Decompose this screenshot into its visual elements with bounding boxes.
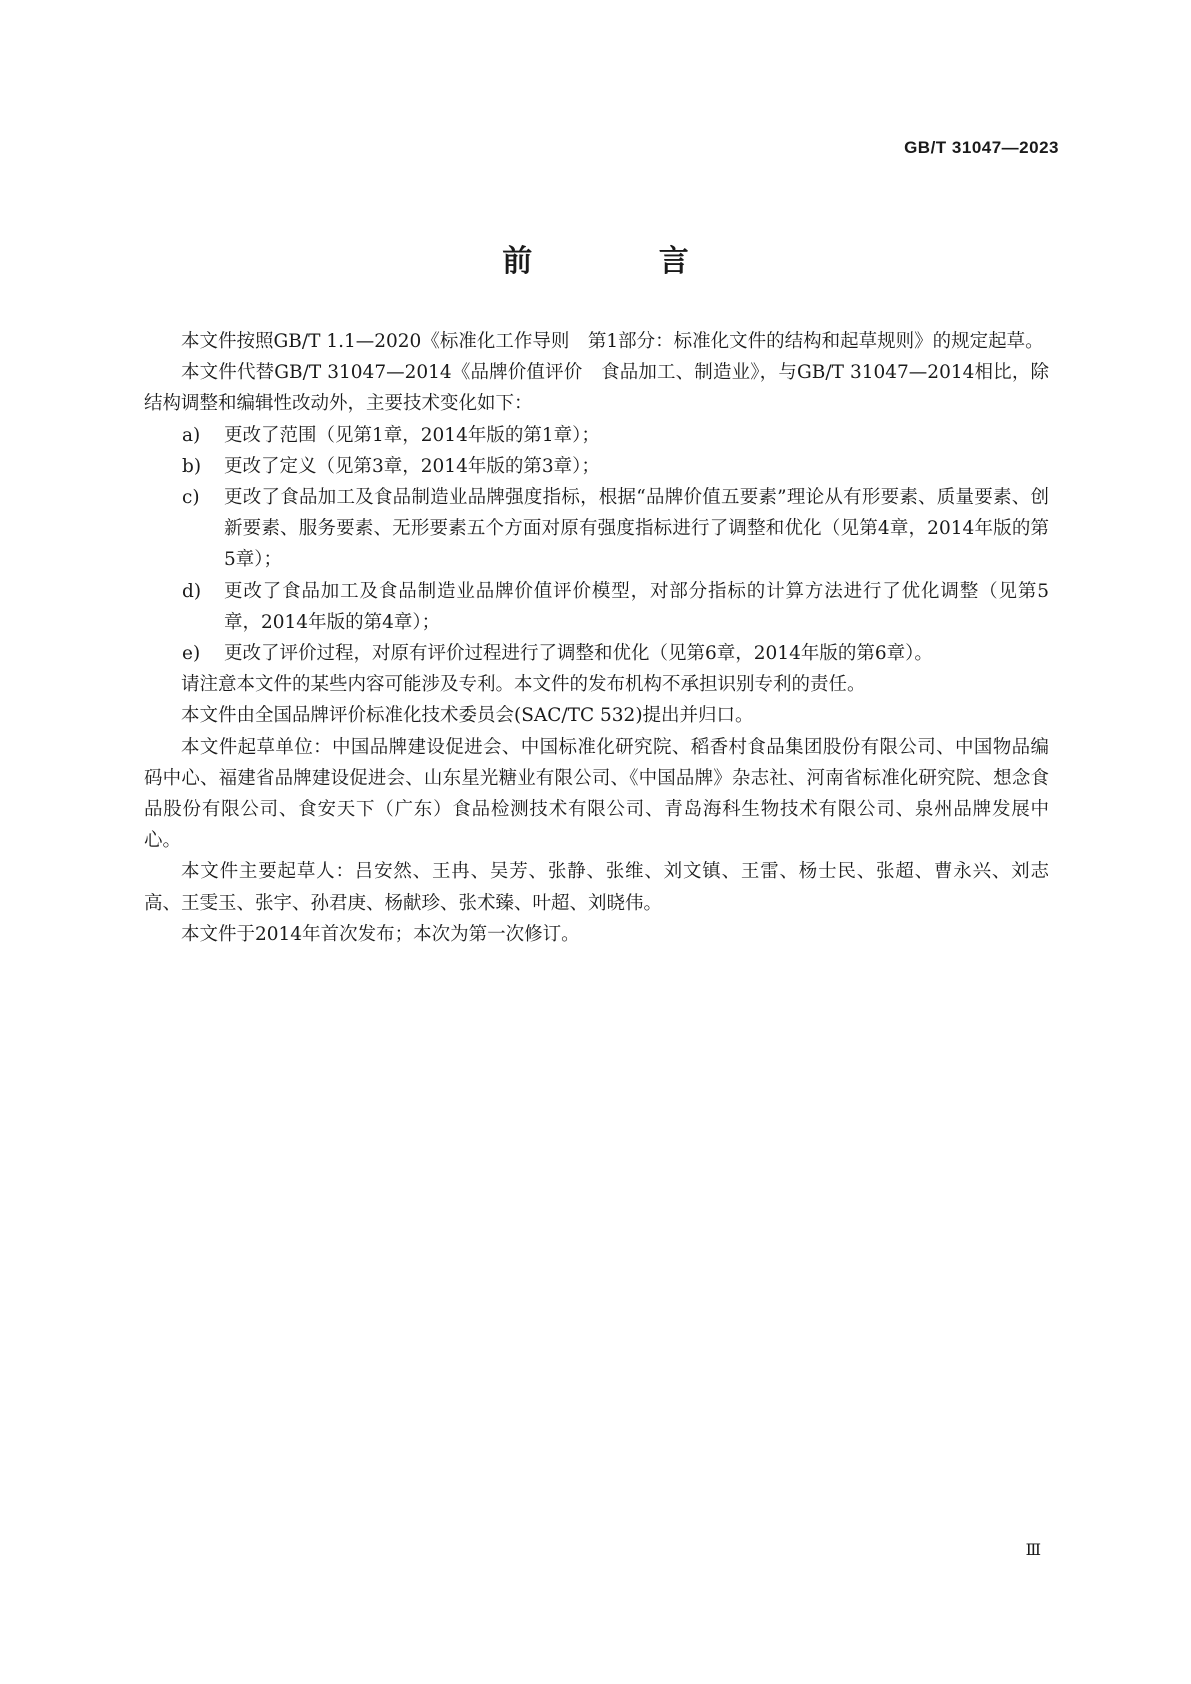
change-item-text: 更改了定义（见第3章，2014年版的第3章）； [224, 455, 600, 477]
change-item-text: 更改了食品加工及食品制造业品牌强度指标，根据“品牌价值五要素”理论从有形要素、质量要素、创新要素、服务要素、无形要素五个方面对原有强度指标进行了调整和优化（见第4章，2014年版的第5章）； [224, 487, 1049, 571]
change-item [144, 638, 1049, 669]
page-title: 前 言 [502, 244, 747, 279]
foreword-body [144, 326, 1049, 950]
change-item-text: 更改了范围（见第1章，2014年版的第1章）； [224, 424, 600, 446]
change-item [144, 482, 1049, 576]
change-item-label: c) [182, 487, 200, 509]
paragraph-revision-history: 本文件于2014年首次发布；本次为第一次修订。 [181, 923, 580, 945]
paragraph-patent-notice: 请注意本文件的某些内容可能涉及专利。本文件的发布机构不承担识别专利的责任。 [181, 674, 866, 696]
page-number: Ⅲ [1025, 1540, 1041, 1559]
change-item-text: 更改了评价过程，对原有评价过程进行了调整和优化（见第6章，2014年版的第6章）。 [224, 643, 933, 665]
change-item-label: d) [182, 580, 202, 602]
change-item [144, 451, 1049, 482]
paragraph-replacement: 本文件代替GB/T 31047—2014《品牌价值评价 食品加工、制造业》，与GB/T 31047—2014相比，除结构调整和编辑性改动外，主要技术变化如下： [144, 362, 1049, 415]
change-item [144, 576, 1049, 638]
paragraph-drafters: 本文件主要起草人：吕安然、王冉、吴芳、张静、张维、刘文镇、王雷、杨士民、张超、曹永兴、刘志高、王雯玉、张宇、孙君庚、杨献珍、张术臻、叶超、刘晓伟。 [144, 861, 1049, 914]
change-item-label: b) [182, 455, 202, 477]
standard-code-header: GB/T 31047—2023 [904, 138, 1059, 157]
change-item-text: 更改了食品加工及食品制造业品牌价值评价模型，对部分指标的计算方法进行了优化调整（见第5章，2014年版的第4章）； [224, 580, 1049, 633]
change-item [144, 420, 1049, 451]
paragraph-committee: 本文件由全国品牌评价标准化技术委员会(SAC/TC 532)提出并归口。 [181, 705, 754, 727]
paragraph-drafting-rules: 本文件按照GB/T 1.1—2020《标准化工作导则 第1部分：标准化文件的结构和起草规则》的规定起草。 [181, 331, 1044, 352]
paragraph-drafting-units: 本文件起草单位：中国品牌建设促进会、中国标准化研究院、稻香村食品集团股份有限公司、中国物品编码中心、福建省品牌建设促进会、山东星光糖业有限公司、《中国品牌》杂志社、河南省标准化研究院、想念食品股份有限公司、食安天下（广东）食品检测技术有限公司、青岛海科生物技术有限公司、泉州品牌发展中心。 [144, 736, 1049, 852]
change-item-label: a) [182, 424, 201, 446]
change-item-label: e) [182, 643, 201, 665]
